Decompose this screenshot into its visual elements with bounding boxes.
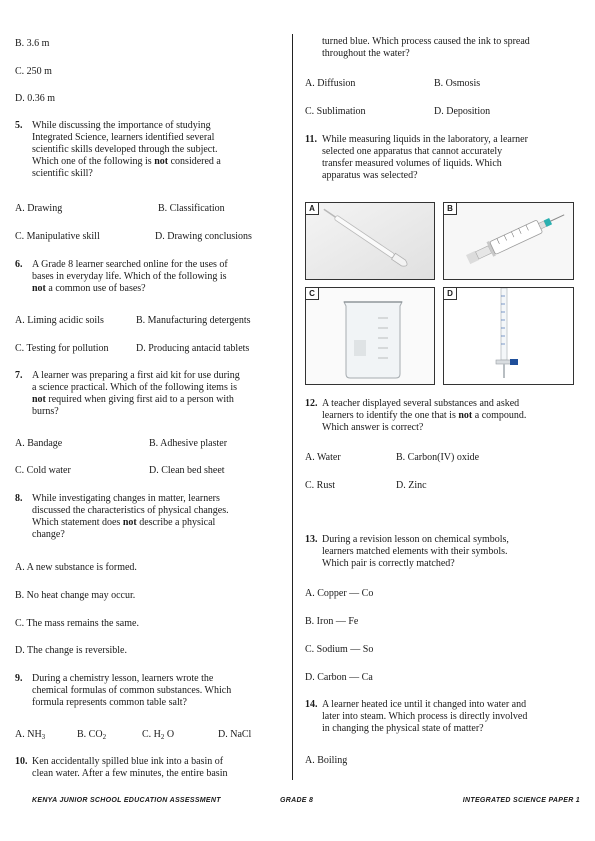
dropper-pipette-icon xyxy=(306,203,434,279)
q5-option-c[interactable]: C. Manipulative skill xyxy=(15,231,100,242)
stem-line xyxy=(322,410,577,422)
question-10 xyxy=(15,756,277,780)
stem-line: A teacher displayed several substances and asked xyxy=(322,398,520,409)
footer-grade: GRADE 8 xyxy=(280,797,314,804)
stem-line: A learner was preparing a first aid kit for use during xyxy=(32,370,240,381)
stem-line: A Grade 8 learner searched online for the uses of xyxy=(32,259,228,270)
q9-option-d[interactable]: D. NaCl xyxy=(218,729,252,740)
apparatus-option-d[interactable] xyxy=(443,287,574,385)
prev-option-b: B. 3.6 m xyxy=(15,38,50,49)
footer-paper: INTEGRATED SCIENCE PAPER 1 xyxy=(462,797,580,804)
stem-line: Which answer is correct? xyxy=(322,422,424,433)
stem-line xyxy=(32,517,277,529)
q6-option-a[interactable]: A. Liming acidic soils xyxy=(15,315,104,326)
q10-option-d[interactable]: D. Deposition xyxy=(434,106,491,117)
q7-option-d[interactable]: D. Clean bed sheet xyxy=(149,465,225,476)
q13-option-a[interactable]: A. Copper — Co xyxy=(305,588,374,599)
question-9 xyxy=(15,673,277,709)
stem-text: learners to identify the one that is xyxy=(322,410,459,421)
question-stem xyxy=(322,699,577,735)
question-stem xyxy=(322,36,577,60)
burette-icon xyxy=(444,288,573,384)
question-14 xyxy=(305,699,577,735)
option-text: A. NH xyxy=(15,729,42,740)
question-13 xyxy=(305,534,577,570)
stem-line: During a revision lesson on chemical symbols, xyxy=(322,534,509,545)
apparatus-option-a[interactable] xyxy=(305,202,435,280)
prev-option-c: C. 250 m xyxy=(15,66,52,77)
option-tag: D xyxy=(444,288,457,300)
q8-option-c[interactable]: C. The mass remains the same. xyxy=(15,618,139,629)
q12-option-c[interactable]: C. Rust xyxy=(305,480,336,491)
stem-line: learners matched elements with their symbols. xyxy=(322,546,508,557)
stem-line: discussed the characteristics of physical changes. xyxy=(32,505,229,516)
question-number: 12. xyxy=(305,398,318,409)
q8-option-b[interactable]: B. No heat change may occur. xyxy=(15,590,136,601)
q6-option-b[interactable]: B. Manufacturing detergents xyxy=(136,315,251,326)
question-8 xyxy=(15,493,277,541)
subscript: 2 xyxy=(160,733,165,741)
question-stem xyxy=(32,120,277,180)
q9-option-c[interactable] xyxy=(142,729,174,741)
question-12 xyxy=(305,398,577,434)
stem-line: change? xyxy=(32,529,65,540)
emphasis-not: not xyxy=(32,394,46,405)
q12-option-b[interactable]: B. Carbon(IV) oxide xyxy=(396,452,480,463)
stem-line: clean water. After a few minutes, the entire basin xyxy=(32,768,228,779)
stem-line xyxy=(32,394,277,406)
stem-line: burns? xyxy=(32,406,59,417)
stem-line: selected one apparatus that cannot accurately xyxy=(322,146,503,157)
question-5 xyxy=(15,120,277,180)
stem-line: During a chemistry lesson, learners wrote the xyxy=(32,673,214,684)
question-number: 13. xyxy=(305,534,318,545)
option-tag: A xyxy=(306,203,319,215)
stem-text: considered a xyxy=(168,156,221,167)
question-stem xyxy=(322,134,577,182)
emphasis-not: not xyxy=(458,410,473,421)
stem-line: While investigating changes in matter, learners xyxy=(32,493,220,504)
q8-option-a[interactable]: A. A new substance is formed. xyxy=(15,562,137,573)
question-number: 7. xyxy=(15,370,23,381)
stem-text: Which statement does xyxy=(32,517,123,528)
stem-line: While measuring liquids in the laboratory, a learner xyxy=(322,134,528,145)
q13-option-c[interactable]: C. Sodium — So xyxy=(305,644,374,655)
question-stem xyxy=(322,534,577,570)
q5-option-a[interactable]: A. Drawing xyxy=(15,203,63,214)
syringe-icon xyxy=(444,203,573,279)
question-number: 14. xyxy=(305,699,318,710)
stem-line: While discussing the importance of studying xyxy=(32,120,211,131)
beaker-icon xyxy=(306,288,434,384)
subscript: 2 xyxy=(102,733,107,741)
stem-text: a compound. xyxy=(472,410,527,421)
stem-line xyxy=(32,156,277,168)
option-text: B. CO xyxy=(77,729,103,740)
option-tag: C xyxy=(306,288,319,300)
q10-option-b[interactable]: B. Osmosis xyxy=(434,78,481,89)
question-number: 8. xyxy=(15,493,23,504)
column-divider xyxy=(292,34,293,780)
question-stem xyxy=(32,259,277,295)
question-number: 6. xyxy=(15,259,23,270)
stem-text: Which one of the following is xyxy=(32,156,155,167)
q14-option-a[interactable]: A. Boiling xyxy=(305,755,348,766)
question-stem xyxy=(32,370,277,418)
question-number: 11. xyxy=(305,134,317,145)
stem-line xyxy=(32,283,277,295)
question-number: 5. xyxy=(15,120,23,131)
option-text: C. H xyxy=(142,729,161,740)
question-number: 10. xyxy=(15,756,28,767)
footer-exam-title: KENYA JUNIOR SCHOOL EDUCATION ASSESSMENT xyxy=(32,797,221,804)
stem-text: a common use of bases? xyxy=(45,283,146,294)
q7-option-c[interactable]: C. Cold water xyxy=(15,465,71,476)
q12-option-a[interactable]: A. Water xyxy=(305,452,341,463)
q9-option-b[interactable] xyxy=(77,729,106,741)
stem-line: scientific skill? xyxy=(32,168,93,179)
q10-option-a[interactable]: A. Diffusion xyxy=(305,78,356,89)
question-10-continued xyxy=(305,36,577,60)
stem-line: transfer measured volumes of liquids. Which xyxy=(322,158,502,169)
stem-text: describe a physical xyxy=(136,517,216,528)
q13-option-d[interactable]: D. Carbon — Ca xyxy=(305,672,373,683)
stem-line: turned blue. Which process caused the ink to spread xyxy=(322,36,530,47)
stem-line: throughout the water? xyxy=(322,48,410,59)
stem-line: later into steam. Which process is directly involved xyxy=(322,711,528,722)
q10-option-c[interactable]: C. Sublimation xyxy=(305,106,366,117)
stem-line: a science practical. Which of the following items is xyxy=(32,382,238,393)
emphasis-not: not xyxy=(154,156,169,167)
stem-text: required when giving first aid to a person with xyxy=(45,394,234,405)
stem-line: scientific skills developed through the subject. xyxy=(32,144,218,155)
emphasis-not: not xyxy=(32,283,46,294)
apparatus-option-c[interactable] xyxy=(305,287,435,385)
stem-line: formula represents common table salt? xyxy=(32,697,187,708)
stem-line: bases in everyday life. Which of the following is xyxy=(32,271,227,282)
q5-option-d[interactable]: D. Drawing conclusions xyxy=(155,231,252,242)
stem-line: in changing the physical state of matter? xyxy=(322,723,484,734)
q13-option-b[interactable]: B. Iron — Fe xyxy=(305,616,359,627)
q6-option-c[interactable]: C. Testing for pollution xyxy=(15,343,109,354)
q5-option-b[interactable]: B. Classification xyxy=(158,203,225,214)
q7-option-a[interactable]: A. Bandage xyxy=(15,438,63,449)
emphasis-not: not xyxy=(122,517,137,528)
question-11 xyxy=(305,134,577,182)
stem-line: A learner heated ice until it changed into water and xyxy=(322,699,527,710)
stem-line: apparatus was selected? xyxy=(322,170,418,181)
question-stem xyxy=(32,756,277,780)
option-text: O xyxy=(164,729,175,740)
page-footer xyxy=(32,795,580,807)
stem-line: Integrated Science, learners identified several xyxy=(32,132,215,143)
question-stem xyxy=(32,673,277,709)
stem-line: Which pair is correctly matched? xyxy=(322,558,455,569)
subscript: 3 xyxy=(41,733,46,741)
q9-option-a[interactable] xyxy=(15,729,45,741)
q6-option-d[interactable]: D. Producing antacid tablets xyxy=(136,343,250,354)
apparatus-option-b[interactable] xyxy=(443,202,574,280)
prev-option-d: D. 0.36 m xyxy=(15,93,55,104)
q12-option-d[interactable]: D. Zinc xyxy=(396,480,427,491)
q8-option-d[interactable]: D. The change is reversible. xyxy=(15,645,127,656)
stem-line: chemical formulas of common substances. Which xyxy=(32,685,232,696)
option-tag: B xyxy=(444,203,457,215)
stem-line: Ken accidentally spilled blue ink into a basin of xyxy=(32,756,224,767)
question-number: 9. xyxy=(15,673,23,684)
q7-option-b[interactable]: B. Adhesive plaster xyxy=(149,438,228,449)
question-stem xyxy=(322,398,577,434)
question-7 xyxy=(15,370,277,418)
question-stem xyxy=(32,493,277,541)
question-6 xyxy=(15,259,277,295)
